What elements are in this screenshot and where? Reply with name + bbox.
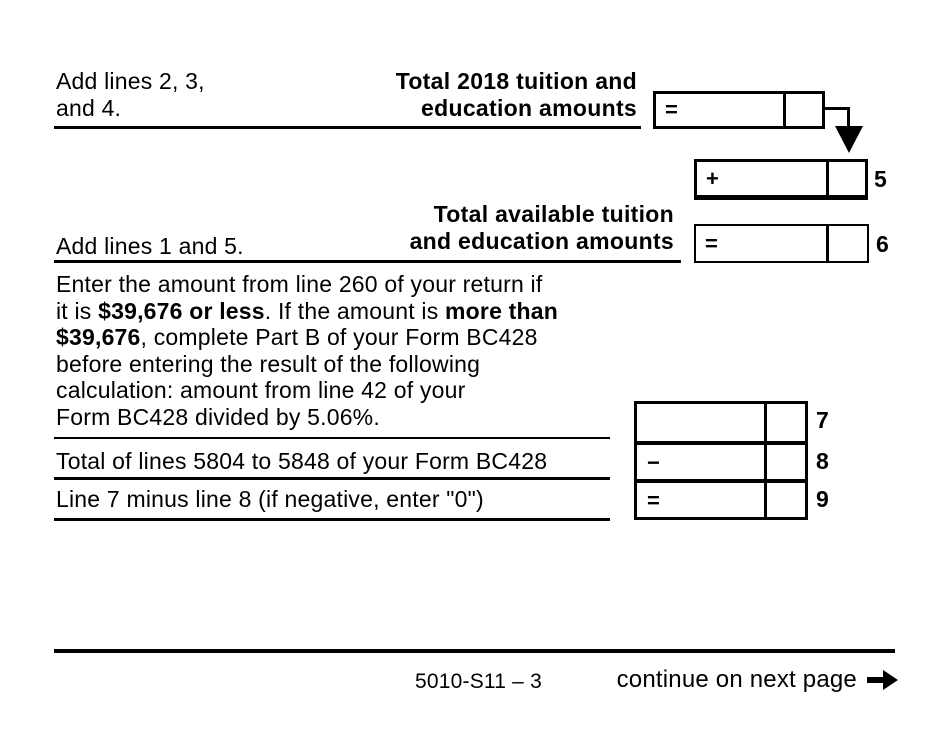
- total-2018-dollars-field[interactable]: [656, 94, 780, 126]
- line8-number: 8: [816, 448, 829, 474]
- line9-label-text: Line 7 minus line 8 (if negative, enter "0"): [56, 486, 484, 512]
- line6-amount-box: [694, 224, 869, 263]
- line8-cents-field[interactable]: [767, 445, 805, 476]
- section1-underline: [54, 126, 641, 129]
- form-number: 5010-S11 – 3: [415, 670, 542, 693]
- line5-amount-box: [694, 159, 868, 200]
- line7-number: 7: [816, 407, 829, 433]
- total-2018-cents-field[interactable]: [786, 94, 822, 126]
- calc-table: [634, 401, 808, 520]
- line6-number: 6: [876, 231, 889, 257]
- section2-header: Total available tuition and education amounts: [409, 201, 674, 254]
- line7-dollars-field[interactable]: [637, 404, 761, 438]
- total-2018-amount-box: [653, 91, 825, 129]
- section1-instruction: Add lines 2, 3, and 4.: [56, 68, 205, 121]
- flow-connector-vertical: [847, 107, 850, 128]
- footer-rule: [54, 649, 895, 653]
- equals-sign: =: [705, 230, 718, 256]
- equals-sign: =: [665, 97, 678, 122]
- minus-sign: −: [647, 450, 660, 475]
- line8-rule: [54, 477, 610, 480]
- line8-label-text: Total of lines 5804 to 5848 of your Form BC428: [56, 448, 548, 474]
- continue-text: continue on next page: [616, 666, 857, 693]
- next-page-arrow-icon: [867, 668, 898, 692]
- line6-dollars-field[interactable]: [696, 226, 824, 261]
- line9-cents-field[interactable]: [767, 483, 805, 514]
- line9-rule: [54, 518, 610, 521]
- section2-instruction: Add lines 1 and 5.: [56, 233, 244, 259]
- line8-dollars-field[interactable]: [659, 445, 761, 476]
- line6-cents-field[interactable]: [829, 226, 867, 261]
- line5-cents-field[interactable]: [829, 162, 865, 195]
- equals-sign: =: [647, 488, 660, 513]
- line7-rule: [54, 437, 610, 439]
- section1-header: Total 2018 tuition and education amounts: [395, 68, 637, 121]
- down-arrow-icon: [835, 126, 863, 153]
- line9-dollars-field[interactable]: [659, 483, 761, 514]
- continue-note: [617, 666, 898, 694]
- section2-underline: [54, 260, 681, 263]
- line5-dollars-field[interactable]: [697, 162, 823, 195]
- line7-instruction: Enter the amount from line 260 of your return if it is $39,676 or less. If the amount is more than $39,676, complete Part B of your Form BC428 before entering the result of the following calculation: amount from line 42 of your Form BC428 divided by 5.06%.: [56, 271, 558, 430]
- line9-number: 9: [816, 486, 829, 512]
- line5-number: 5: [874, 166, 887, 192]
- plus-sign: +: [706, 165, 719, 191]
- line7-cents-field[interactable]: [767, 404, 805, 438]
